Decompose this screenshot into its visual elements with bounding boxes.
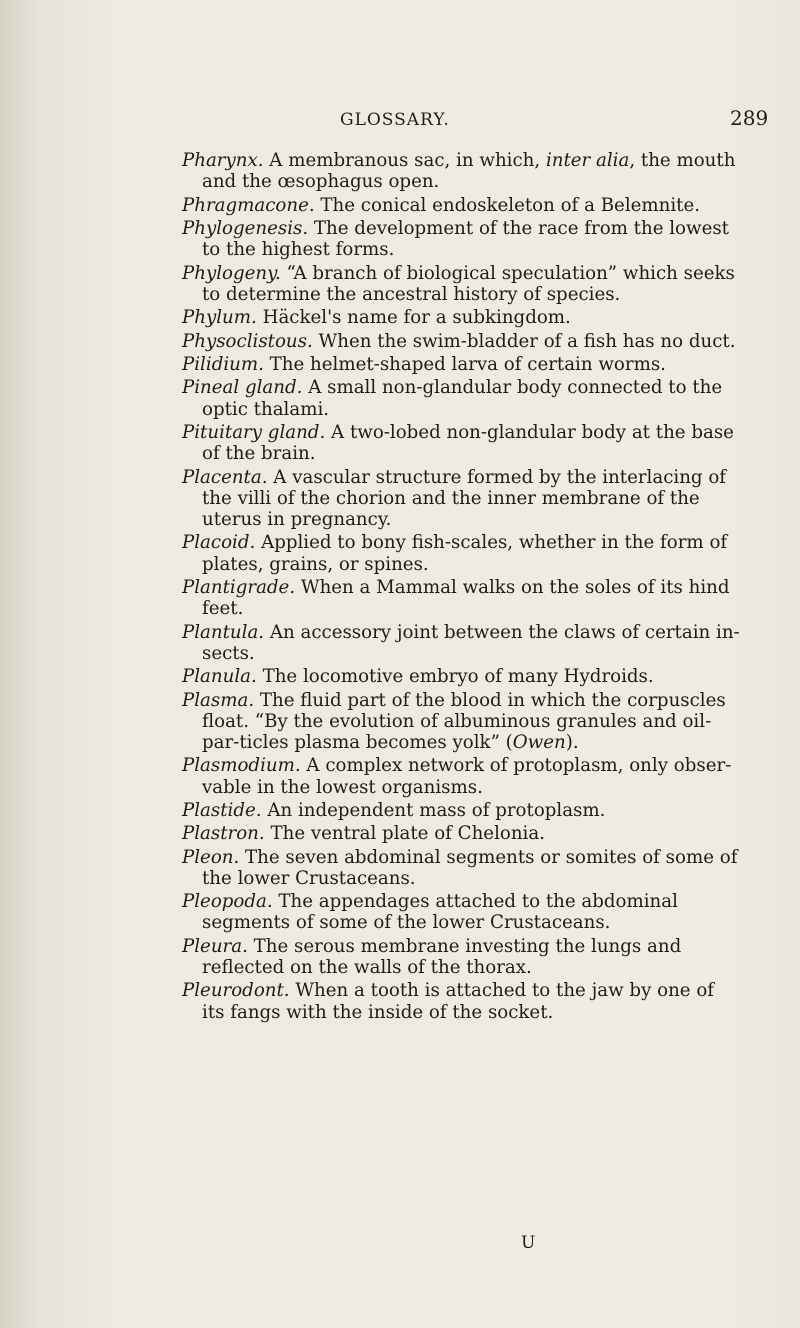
glossary-entry (182, 532, 742, 574)
entry-term: Pleura. (182, 935, 248, 957)
entry-term: Placenta. (182, 466, 268, 488)
entry-term: Pituitary gland. (182, 421, 326, 443)
glossary-entry (182, 422, 742, 464)
entry-definition: The conical endoskeleton of a Belemnite. (314, 194, 701, 216)
entry-definition: A vascular structure formed by the interlacing of the villi of the chorion and the inner membrane of the uterus in pregnancy. (202, 466, 727, 530)
glossary-entry (182, 891, 742, 933)
entry-term: Pleurodont. (182, 980, 290, 1002)
glossary-entry (182, 622, 742, 664)
entry-term: Plastide. (182, 799, 262, 821)
entry-definition: A two-lobed non-glandular body at the base of the brain. (202, 421, 734, 465)
entry-definition: “A branch of biological speculation” which seeks to determine the ancestral history of species. (202, 262, 735, 305)
entry-definition: The fluid part of the blood in which the corpuscles float. “By the evolution of albuminous granules and oil-par-ticles plasma becomes yolk” ( (202, 689, 726, 753)
glossary-entry (182, 331, 742, 352)
glossary-entry (182, 980, 742, 1022)
entry-term: Phragmacone. (182, 194, 315, 216)
entry-definition: Häckel's name for a subkingdom. (256, 307, 571, 329)
glossary-entry (182, 690, 742, 754)
glossary-entries (182, 150, 742, 1025)
glossary-entry (182, 847, 742, 889)
entry-term: Phylum. (182, 307, 257, 329)
glossary-entry (182, 577, 742, 619)
entry-definition: The locomotive embryo of many Hydroids. (256, 666, 654, 688)
glossary-entry (182, 800, 742, 821)
entry-definition: The ventral plate of Chelonia. (264, 823, 545, 845)
entry-definition: An independent mass of protoplasm. (261, 799, 606, 821)
entry-definition: The helmet-shaped larva of certain worms. (263, 353, 666, 375)
page-number: 289 (730, 106, 769, 130)
glossary-entry (182, 307, 742, 328)
glossary-entry (182, 467, 742, 531)
running-head (0, 106, 800, 136)
entry-term: Plastron. (182, 823, 265, 845)
entry-term: Plantigrade. (182, 576, 296, 598)
entry-term: Plantula. (182, 621, 265, 643)
glossary-entry (182, 263, 742, 305)
entry-definition: ). (565, 731, 579, 753)
entry-term: Pleon. (182, 846, 240, 868)
entry-definition: An accessory joint between the claws of certain in-sects. (202, 621, 740, 664)
entry-definition-italic: Owen (512, 731, 566, 753)
signature-mark: U (521, 1233, 536, 1253)
glossary-entry (182, 195, 742, 216)
entry-definition: A small non-glandular body connected to the optic thalami. (202, 377, 723, 420)
entry-definition: The serous membrane investing the lungs and reflected on the walls of the thorax. (202, 935, 682, 979)
entry-definition: When a tooth is attached to the jaw by one of its fangs with the inside of the socket. (202, 980, 715, 1023)
entry-term: Pharynx. (182, 150, 264, 171)
entry-definition-italic: inter alia (545, 150, 630, 171)
entry-term: Plasmodium. (182, 755, 301, 777)
entry-definition: When a Mammal walks on the soles of its hind feet. (202, 576, 730, 620)
entry-definition: The development of the race from the lowest to the highest forms. (202, 217, 729, 261)
glossary-entry (182, 666, 742, 687)
entry-term: Plasma. (182, 689, 255, 711)
glossary-entry (182, 755, 742, 797)
entry-definition: A complex network of protoplasm, only obser-vable in the lowest organisms. (202, 755, 732, 798)
entry-term: Placoid. (182, 532, 256, 554)
glossary-entry (182, 936, 742, 978)
page-title: GLOSSARY. (340, 110, 450, 130)
entry-definition: The seven abdominal segments or somites of some of the lower Crustaceans. (202, 846, 738, 889)
glossary-entry (182, 218, 742, 260)
entry-term: Physoclistous. (182, 330, 313, 352)
glossary-entry (182, 823, 742, 844)
entry-term: Planula. (182, 666, 257, 688)
glossary-entry (182, 150, 742, 192)
glossary-entry (182, 377, 742, 419)
entry-term: Pilidium. (182, 353, 264, 375)
glossary-entry (182, 354, 742, 375)
entry-definition: The appendages attached to the abdominal segments of some of the lower Crustaceans. (202, 891, 678, 934)
entry-term: Phylogenesis. (182, 217, 309, 239)
entry-definition: A membranous sac, in which, (263, 150, 546, 171)
entry-term: Pineal gland. (182, 377, 303, 399)
entry-definition: Applied to bony fish-scales, whether in the form of plates, grains, or spines. (202, 532, 728, 575)
entry-definition: When the swim-bladder of a fish has no duct. (312, 330, 736, 352)
entry-definition: , the mouth and the œsophagus open. (202, 150, 736, 193)
entry-term: Pleopoda. (182, 891, 273, 913)
entry-term: Phylogeny. (182, 262, 281, 284)
